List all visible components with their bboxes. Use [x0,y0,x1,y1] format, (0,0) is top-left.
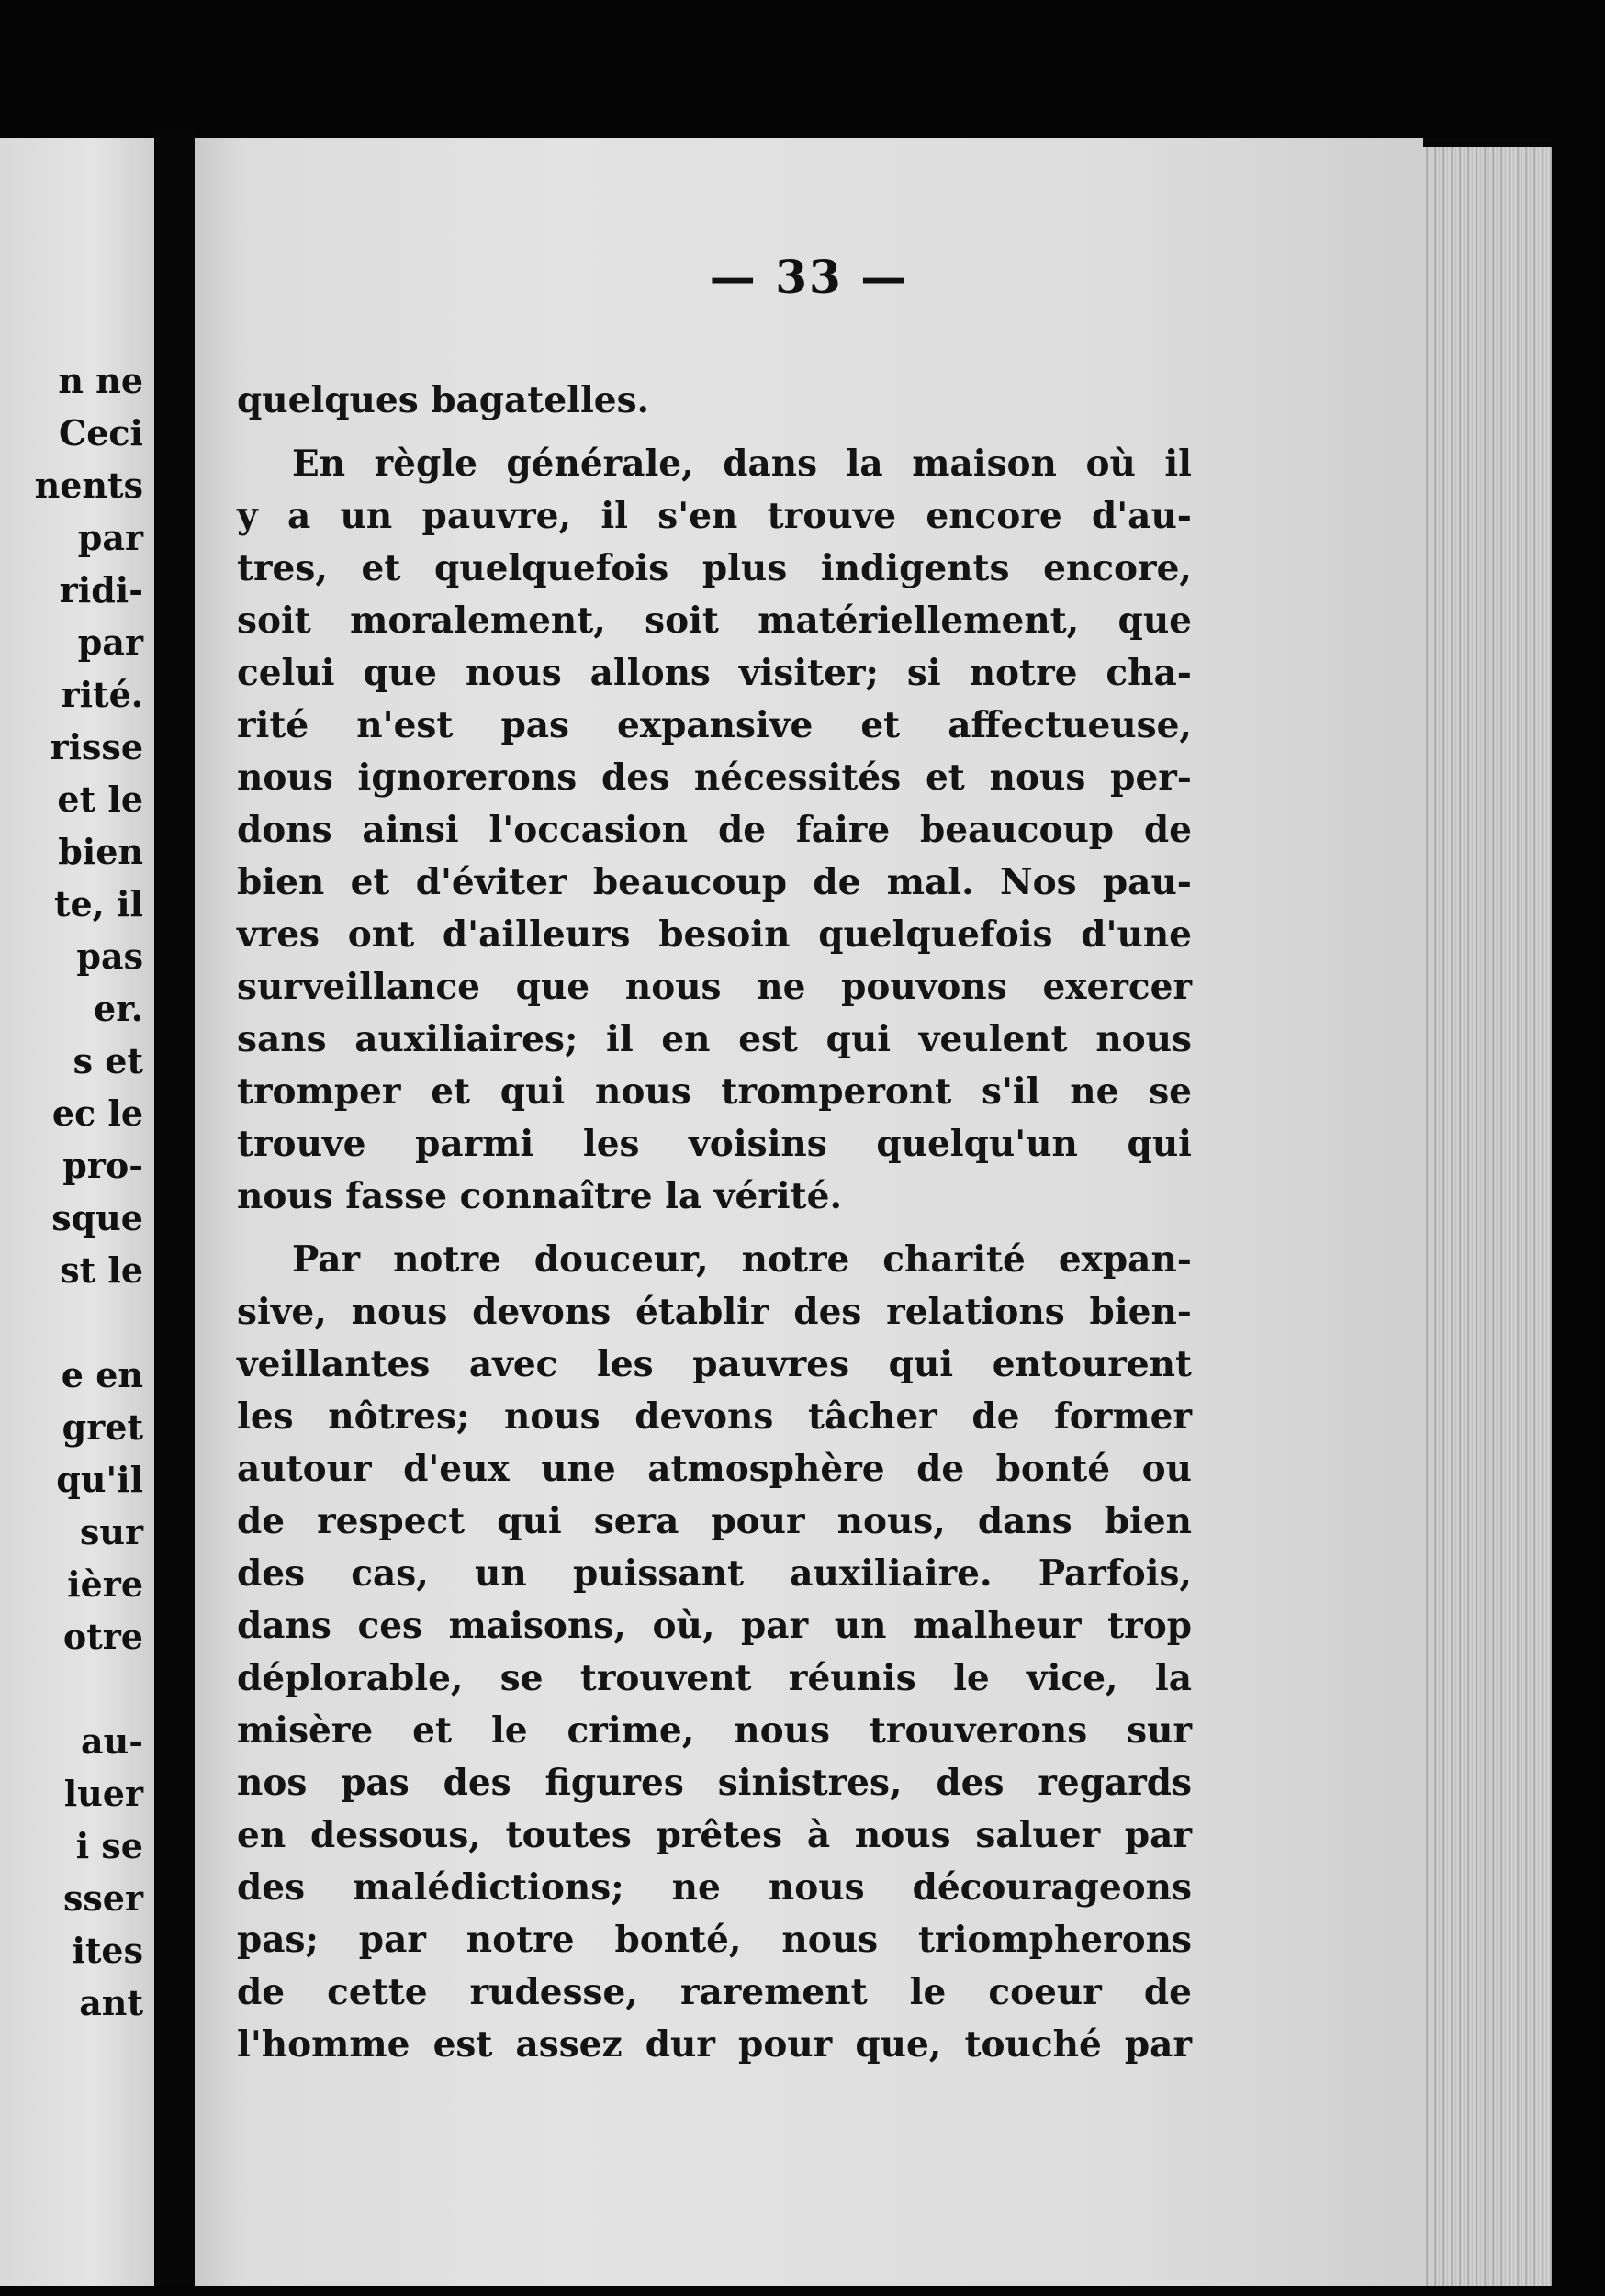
previous-page-line: i se [75,1825,143,1866]
text-line: quelques bagatelles. [237,379,650,421]
previous-page-line: ec le [51,1092,143,1134]
previous-page-line: bien [58,831,143,872]
previous-page-line: nents [34,465,143,506]
previous-page-line: et le [57,778,143,820]
previous-page-line: n ne [58,360,143,401]
scan-border-right [1552,138,1605,2296]
text-line: de cette rudesse, rarement le coeur de [237,1971,1192,2013]
text-line: déplorable, se trouvent réunis le vice, la [237,1657,1192,1699]
previous-page-line: par [77,517,143,558]
previous-page-line: pro- [62,1145,143,1186]
previous-page-line: par [77,622,143,663]
previous-page-line: er. [94,988,143,1029]
text-line: tres, et quelquefois plus indigents encore, [237,547,1192,589]
text-line: celui que nous allons visiter; si notre cha- [237,652,1192,694]
previous-page-line: ière [67,1563,143,1605]
text-line: sive, nous devons établir des relations bien- [237,1291,1192,1333]
scan-border-bottom [0,2286,1605,2296]
previous-page-line [0,1663,154,1715]
previous-page-line: qu'il [56,1459,143,1500]
previous-page-line: ridi- [59,569,143,610]
text-line: nos pas des figures sinistres, des regards [237,1762,1192,1804]
previous-page-line: sur [79,1511,143,1552]
text-line: surveillance que nous ne pouvons exercer [237,966,1192,1008]
scan-border-top [0,0,1605,138]
previous-page-line: Ceci [59,412,143,454]
page-edges [1423,147,1552,2286]
text-line: vres ont d'ailleurs besoin quelquefois d'une [237,913,1192,956]
text-line: les nôtres; nous devons tâcher de former [237,1395,1192,1438]
previous-page-line [0,1296,154,1349]
text-line: de respect qui sera pour nous, dans bien [237,1500,1192,1542]
previous-page-line: te, il [53,883,143,924]
previous-page-line: otre [62,1616,143,1657]
text-line: En règle générale, dans la maison où il [292,442,1192,485]
book-page [195,138,1423,2286]
text-line: l'homme est assez dur pour que, touché par [237,2023,1192,2066]
text-line: trouve parmi les voisins quelqu'un qui [237,1123,1192,1165]
paragraph [237,438,1192,1223]
previous-page-line: risse [50,726,143,767]
previous-page-line: gret [62,1406,143,1448]
text-line: en dessous, toutes prêtes à nous saluer par [237,1814,1192,1856]
previous-page-line: e en [61,1354,143,1395]
paragraph [237,1234,1192,2071]
text-line: pas; par notre bonté, nous triompherons [237,1919,1192,1961]
text-line: y a un pauvre, il s'en trouve encore d'au- [237,495,1192,537]
previous-page-line: pas [76,935,143,977]
page-body-text [237,375,1192,2071]
text-line: des malédictions; ne nous décourageons [237,1866,1192,1909]
previous-page-line: ites [72,1930,143,1971]
paragraph-gap [237,1223,1192,1234]
text-line: rité n'est pas expansive et affectueuse, [237,704,1192,746]
text-line: soit moralement, soit matériellement, que [237,599,1192,642]
previous-page-line: ant [79,1982,143,2023]
text-line: nous fasse connaître la vérité. [237,1175,843,1217]
page-number: — 33 — [709,250,909,304]
text-line: autour d'eux une atmosphère de bonté ou [237,1448,1192,1490]
text-line: dons ainsi l'occasion de faire beaucoup de [237,809,1192,851]
previous-page-fragment [0,138,154,2296]
text-line: nous ignorerons des nécessités et nous per- [237,756,1192,799]
text-line: tromper et qui nous tromperont s'il ne se [237,1070,1192,1113]
book-gutter [154,129,195,2296]
text-line: des cas, un puissant auxiliaire. Parfois, [237,1552,1192,1595]
previous-page-line: s et [73,1040,143,1081]
previous-page-line: st le [60,1249,143,1291]
previous-page-line: au- [80,1720,143,1762]
previous-page-line: sque [51,1197,143,1238]
previous-page-line-ends [0,354,154,2029]
previous-page-line: luer [63,1773,143,1814]
text-line: sans auxiliaires; il en est qui veulent nous [237,1018,1192,1060]
text-line: Par notre douceur, notre charité expan- [292,1238,1192,1281]
previous-page-line: rité. [61,674,143,715]
paragraph [237,375,1192,427]
text-line: veillantes avec les pauvres qui entourent [237,1343,1192,1385]
previous-page-line: sser [63,1877,143,1919]
text-line: bien et d'éviter beaucoup de mal. Nos pau- [237,861,1192,903]
paragraph-gap [237,427,1192,438]
text-line: misère et le crime, nous trouverons sur [237,1709,1192,1752]
text-line: dans ces maisons, où, par un malheur trop [237,1605,1192,1647]
